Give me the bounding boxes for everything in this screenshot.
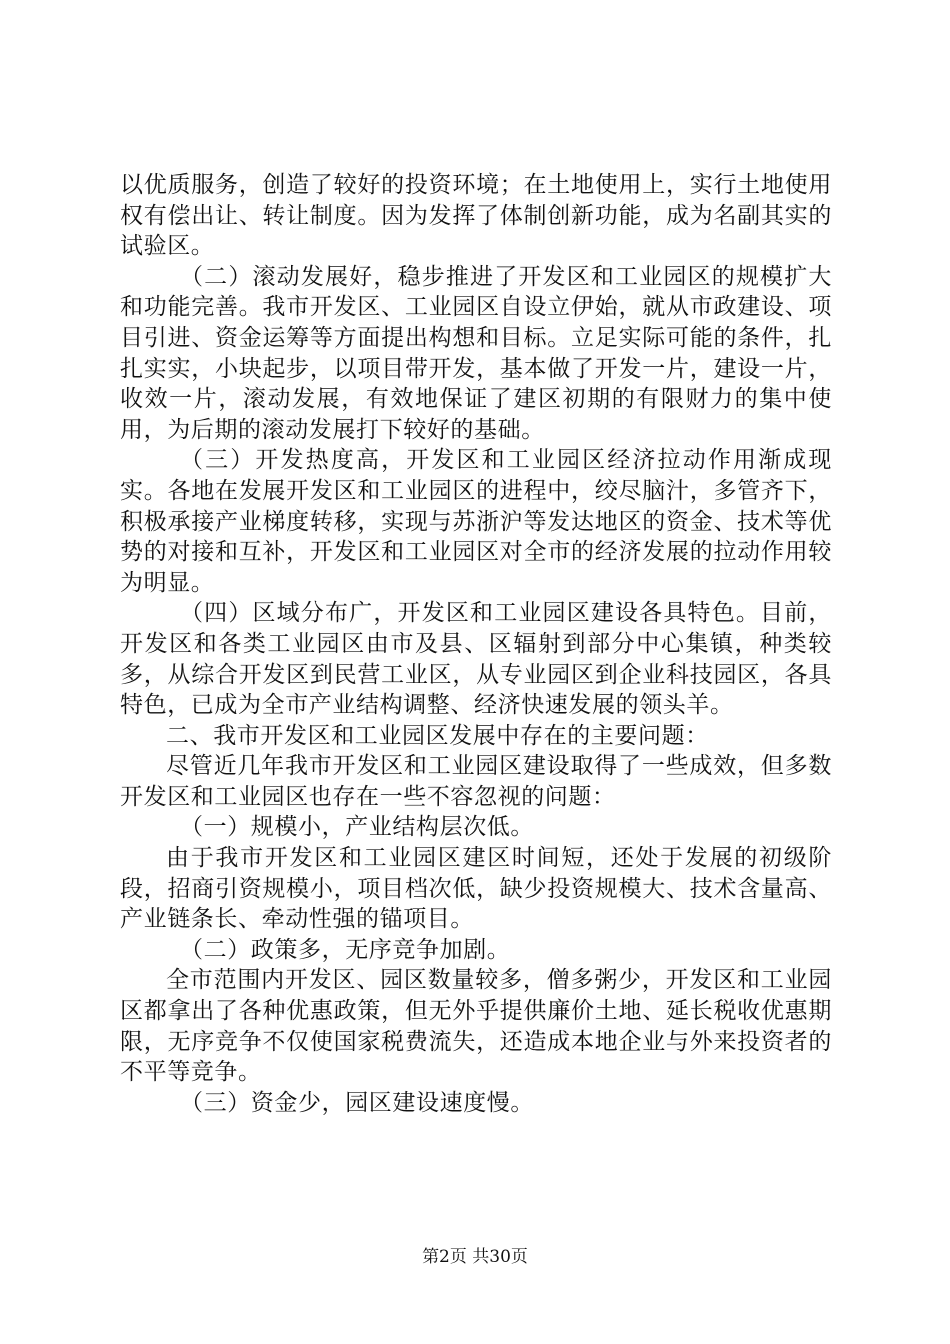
- heading-problems: 二、我市开发区和工业园区发展中存在的主要问题：: [166, 722, 709, 749]
- paragraph-section-3: （三）开发热度高，开发区和工业园区经济拉动作用渐成现实。各地在发展开发区和工业园区的进程中，绞尽脑汁，多管齐下，积极承接产业梯度转移，实现与苏浙沪等发达地区的资金、技术等优势的对接和互补，开发区和工业园区对全市的经济发展的拉动作用较为明显。: [120, 447, 832, 596]
- body-text: [120, 170, 832, 1118]
- paragraph-problem-1: 由于我市开发区和工业园区建区时间短，还处于发展的初级阶段，招商引资规模小，项目档次低，缺少投资规模大、技术含量高、产业链条长、牵动性强的锚项目。: [120, 845, 832, 933]
- paragraph-problem-2: 全市范围内开发区、园区数量较多，僧多粥少，开发区和工业园区都拿出了各种优惠政策，但无外乎提供廉价土地、延长税收优惠期限，无序竞争不仅使国家税费流失，还造成本地企业与外来投资者的不平等竞争。: [120, 967, 832, 1086]
- page-number-footer: 第2页 共30页: [422, 1247, 528, 1267]
- subheading-problem-1: （一）规模小，产业结构层次低。: [180, 814, 534, 841]
- paragraph-problems-intro: 尽管近几年我市开发区和工业园区建设取得了一些成效，但多数开发区和工业园区也存在一些不容忽视的问题：: [120, 753, 832, 810]
- subheading-problem-3: （三）资金少，园区建设速度慢。: [180, 1089, 534, 1116]
- paragraph-section-4: （四）区域分布广，开发区和工业园区建设各具特色。目前，开发区和各类工业园区由市及县、区辐射到部分中心集镇，种类较多，从综合开发区到民营工业区，从专业园区到企业科技园区，各具特色，已成为全市产业结构调整、经济快速发展的领头羊。: [120, 600, 832, 719]
- paragraph-continuation: 以优质服务，创造了较好的投资环境；在土地使用上，实行土地使用权有偿出让、转让制度。因为发挥了体制创新功能，成为名副其实的试验区。: [120, 172, 832, 260]
- subheading-problem-2: （二）政策多，无序竞争加剧。: [180, 936, 511, 963]
- paragraph-section-2: （二）滚动发展好，稳步推进了开发区和工业园区的规模扩大和功能完善。我市开发区、工业园区自设立伊始，就从市政建设、项目引进、资金运筹等方面提出构想和目标。立足实际可能的条件，扎扎实实，小块起步，以项目带开发，基本做了开发一片，建设一片，收效一片，滚动发展，有效地保证了建区初期的有限财力的集中使用，为后期的滚动发展打下较好的基础。: [120, 263, 832, 443]
